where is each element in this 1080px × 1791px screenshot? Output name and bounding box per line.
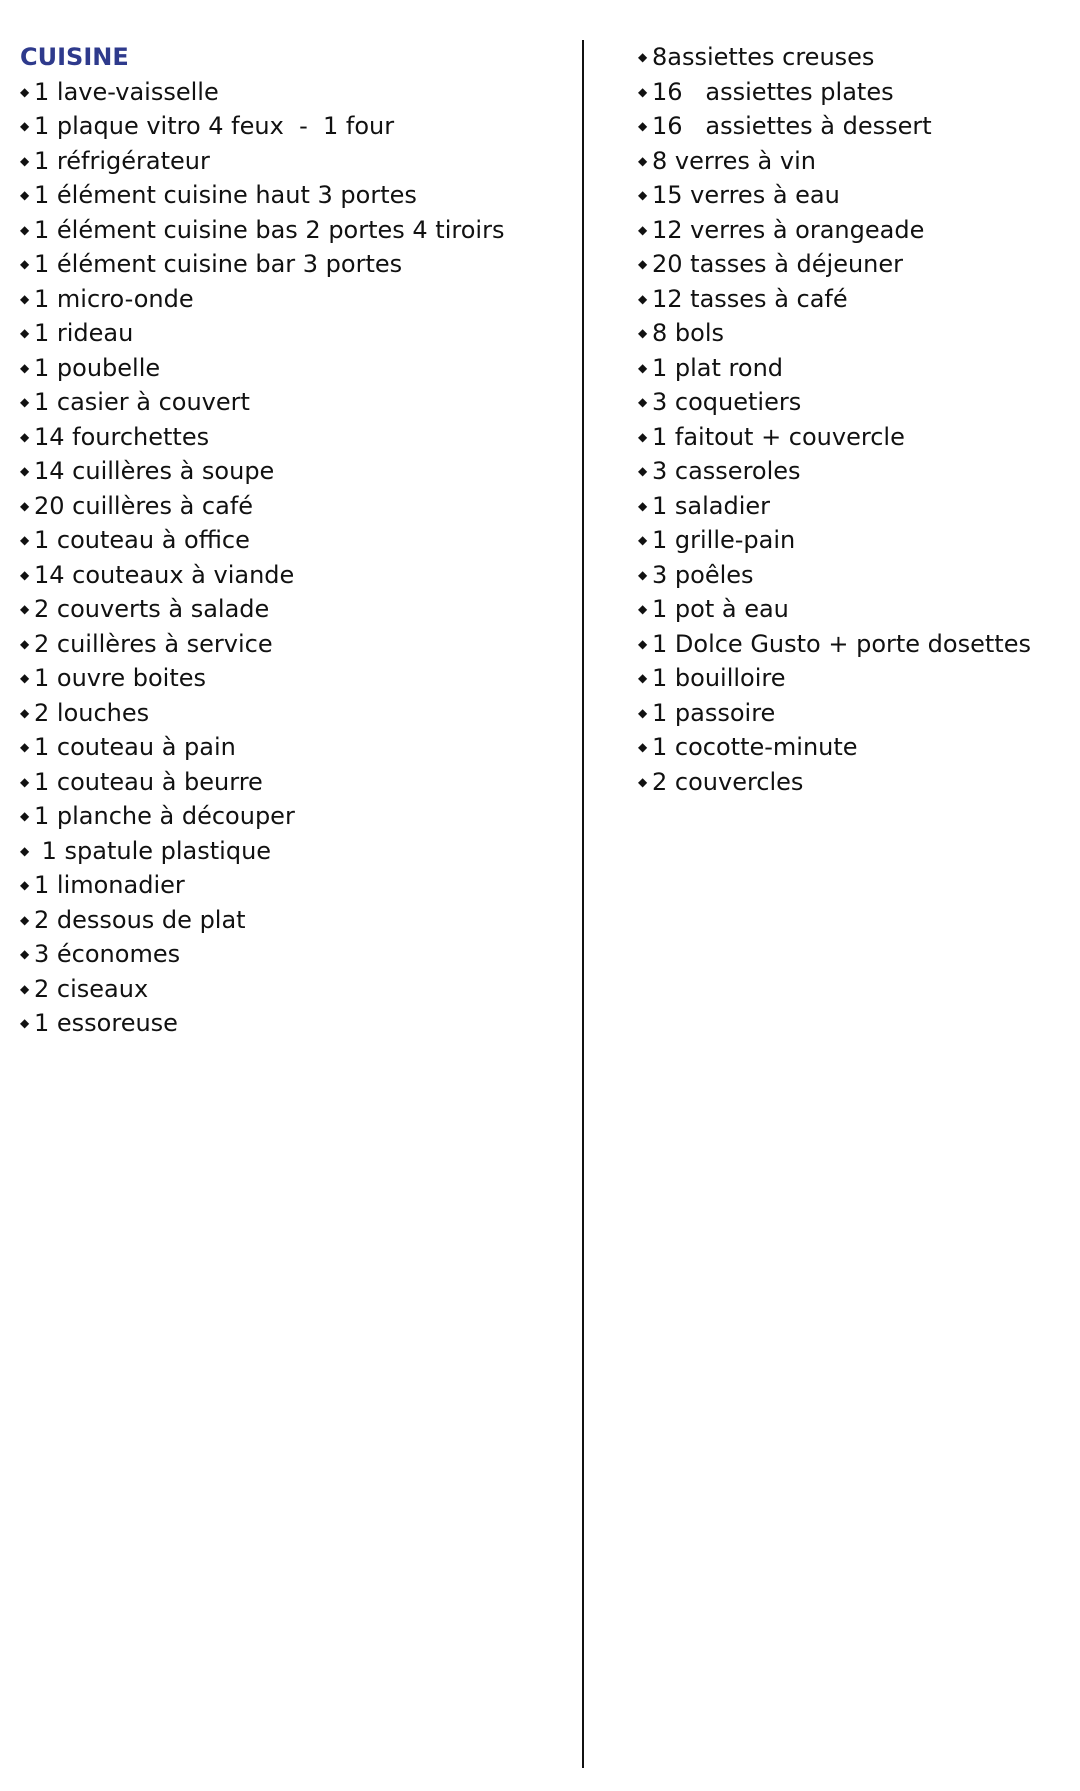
item-text: 1 planche à découper [34,802,295,830]
bullet-icon: ◆ [638,774,648,789]
list-item [20,144,565,179]
list-item [20,420,565,455]
bullet-icon: ◆ [20,705,30,720]
bullet-icon: ◆ [20,774,30,789]
list-item [638,351,1068,386]
bullet-icon: ◆ [20,1016,30,1030]
item-text: 2 couverts à salade [34,595,270,623]
list-item [20,1006,565,1041]
bullet-icon: ◆ [20,291,30,306]
bullet-icon: ◆ [20,740,30,754]
bullet-icon: ◆ [20,222,30,237]
item-text: 1 Dolce Gusto + porte dosettes [652,629,1031,658]
bullet-icon: ◆ [638,84,648,99]
item-text: 2 dessous de plat [34,905,246,934]
bullet-icon: ◆ [20,188,30,202]
item-text: 1 couteau à office [34,526,250,554]
bullet-icon: ◆ [638,188,648,202]
item-text: 12 tasses à café [652,284,848,313]
item-text: 1 pot à eau [652,595,789,623]
item-text: 1 limonadier [34,871,185,899]
item-text: 1 essoreuse [34,1009,178,1037]
bullet-icon: ◆ [20,809,30,823]
item-text: 1 faitout + couvercle [652,422,905,451]
bullet-icon: ◆ [20,602,30,616]
bullet-icon: ◆ [20,429,30,444]
left-item-list [20,75,565,1041]
bullet-icon: ◆ [20,119,30,133]
bullet-icon: ◆ [638,50,648,64]
bullet-icon: ◆ [638,326,648,340]
bullet-icon: ◆ [638,222,648,237]
bullet-icon: ◆ [20,533,30,547]
item-text: 1 poubelle [34,353,161,382]
list-item [638,420,1068,455]
bullet-icon: ◆ [20,257,30,271]
item-text: 1 ouvre boites [34,664,206,692]
list-item [20,765,565,800]
list-item [20,178,565,213]
list-item [638,75,1068,110]
list-item [20,351,565,386]
bullet-icon: ◆ [638,360,648,375]
item-text: 1 plat rond [652,353,784,382]
item-text: 16 assiettes à dessert [652,112,932,140]
item-text: 2 couvercles [652,767,804,796]
section-title: CUISINE [20,43,129,71]
list-item [20,730,565,765]
bullet-icon: ◆ [638,567,648,582]
list-item [638,661,1068,696]
list-item [20,937,565,972]
list-item [20,523,565,558]
list-item [20,454,565,489]
list-item [638,109,1068,144]
bullet-icon: ◆ [638,395,648,409]
list-item [20,661,565,696]
item-text: 16 assiettes plates [652,77,894,106]
bullet-icon: ◆ [20,671,30,685]
item-text: 1 bouilloire [652,664,786,692]
bullet-icon: ◆ [638,705,648,720]
list-item [20,696,565,731]
bullet-icon: ◆ [638,498,648,513]
bullet-icon: ◆ [638,291,648,306]
list-item [638,247,1068,282]
item-text: 2 cuillères à service [34,629,273,658]
list-item [20,558,565,593]
item-text: 1 plaque vitro 4 feux - 1 four [34,112,395,140]
item-text: 8 bols [652,319,724,347]
item-text: 1 lave-vaisselle [34,77,219,106]
bullet-icon: ◆ [638,636,648,651]
list-item [638,489,1068,524]
list-item [20,834,565,869]
item-text: 1 élément cuisine bas 2 portes 4 tiroirs [34,215,505,244]
bullet-icon: ◆ [638,257,648,271]
list-item [638,213,1068,248]
item-text: 2 ciseaux [34,974,149,1003]
item-text: 14 couteaux à viande [34,560,295,589]
list-item [638,627,1068,662]
list-item [638,454,1068,489]
right-item-list [638,40,1068,799]
list-item [638,730,1068,765]
bullet-icon: ◆ [20,947,30,961]
bullet-icon: ◆ [638,740,648,754]
list-item [20,109,565,144]
list-item [638,178,1068,213]
list-item [20,592,565,627]
bullet-icon: ◆ [20,395,30,409]
list-item [20,799,565,834]
list-item [20,282,565,317]
item-text: 20 tasses à déjeuner [652,250,904,278]
item-text: 3 poêles [652,560,754,589]
right-column [638,40,1068,799]
list-item [638,40,1068,75]
list-item [20,213,565,248]
item-text: 15 verres à eau [652,181,840,209]
bullet-icon: ◆ [20,84,30,99]
item-text: 1 couteau à beurre [34,767,263,796]
item-text: 1 couteau à pain [34,733,236,761]
bullet-icon: ◆ [20,153,30,168]
bullet-icon: ◆ [638,119,648,133]
bullet-icon: ◆ [20,878,30,892]
column-divider [582,40,584,1768]
list-item [638,592,1068,627]
bullet-icon: ◆ [20,464,30,478]
item-text: 1 élément cuisine haut 3 portes [34,181,417,209]
list-item [20,972,565,1007]
item-text: 1 grille-pain [652,526,796,554]
list-item [638,385,1068,420]
list-item [638,765,1068,800]
item-text: 12 verres à orangeade [652,215,925,244]
bullet-icon: ◆ [20,981,30,996]
list-item [20,247,565,282]
item-text: 1 passoire [652,698,776,727]
list-item [638,144,1068,179]
bullet-icon: ◆ [638,533,648,547]
item-text: 1 spatule plastique [34,836,272,865]
list-item [20,903,565,938]
item-text: 3 coquetiers [652,388,802,416]
item-text: 1 réfrigérateur [34,146,210,175]
bullet-icon: ◆ [638,602,648,616]
item-text: 1 casier à couvert [34,388,250,416]
left-column [20,40,565,1041]
list-item [20,385,565,420]
bullet-icon: ◆ [638,671,648,685]
item-text: 20 cuillères à café [34,491,254,520]
list-item [638,558,1068,593]
list-item [20,868,565,903]
item-text: 1 saladier [652,491,771,520]
bullet-icon: ◆ [20,326,30,340]
item-text: 14 cuillères à soupe [34,457,275,485]
item-text: 2 louches [34,698,150,727]
list-item [638,282,1068,317]
bullet-icon: ◆ [20,498,30,513]
list-item [20,316,565,351]
item-text: 1 élément cuisine bar 3 portes [34,250,403,278]
bullet-icon: ◆ [638,464,648,478]
item-text: 14 fourchettes [34,422,210,451]
list-item [20,489,565,524]
item-text: 3 économes [34,940,181,968]
list-item [20,75,565,110]
list-item [638,523,1068,558]
item-text: 3 casseroles [652,457,801,485]
bullet-icon: ◆ [20,636,30,651]
item-text: 8assiettes creuses [652,43,875,71]
bullet-icon: ◆ [20,360,30,375]
bullet-icon: ◆ [20,567,30,582]
item-text: 8 verres à vin [652,146,816,175]
list-item [638,696,1068,731]
list-item [638,316,1068,351]
item-text: 1 cocotte-minute [652,733,858,761]
bullet-icon: ◆ [20,912,30,927]
bullet-icon: ◆ [638,153,648,168]
item-text: 1 rideau [34,319,134,347]
bullet-icon: ◆ [20,843,30,858]
list-item [20,627,565,662]
item-text: 1 micro-onde [34,284,194,313]
bullet-icon: ◆ [638,429,648,444]
